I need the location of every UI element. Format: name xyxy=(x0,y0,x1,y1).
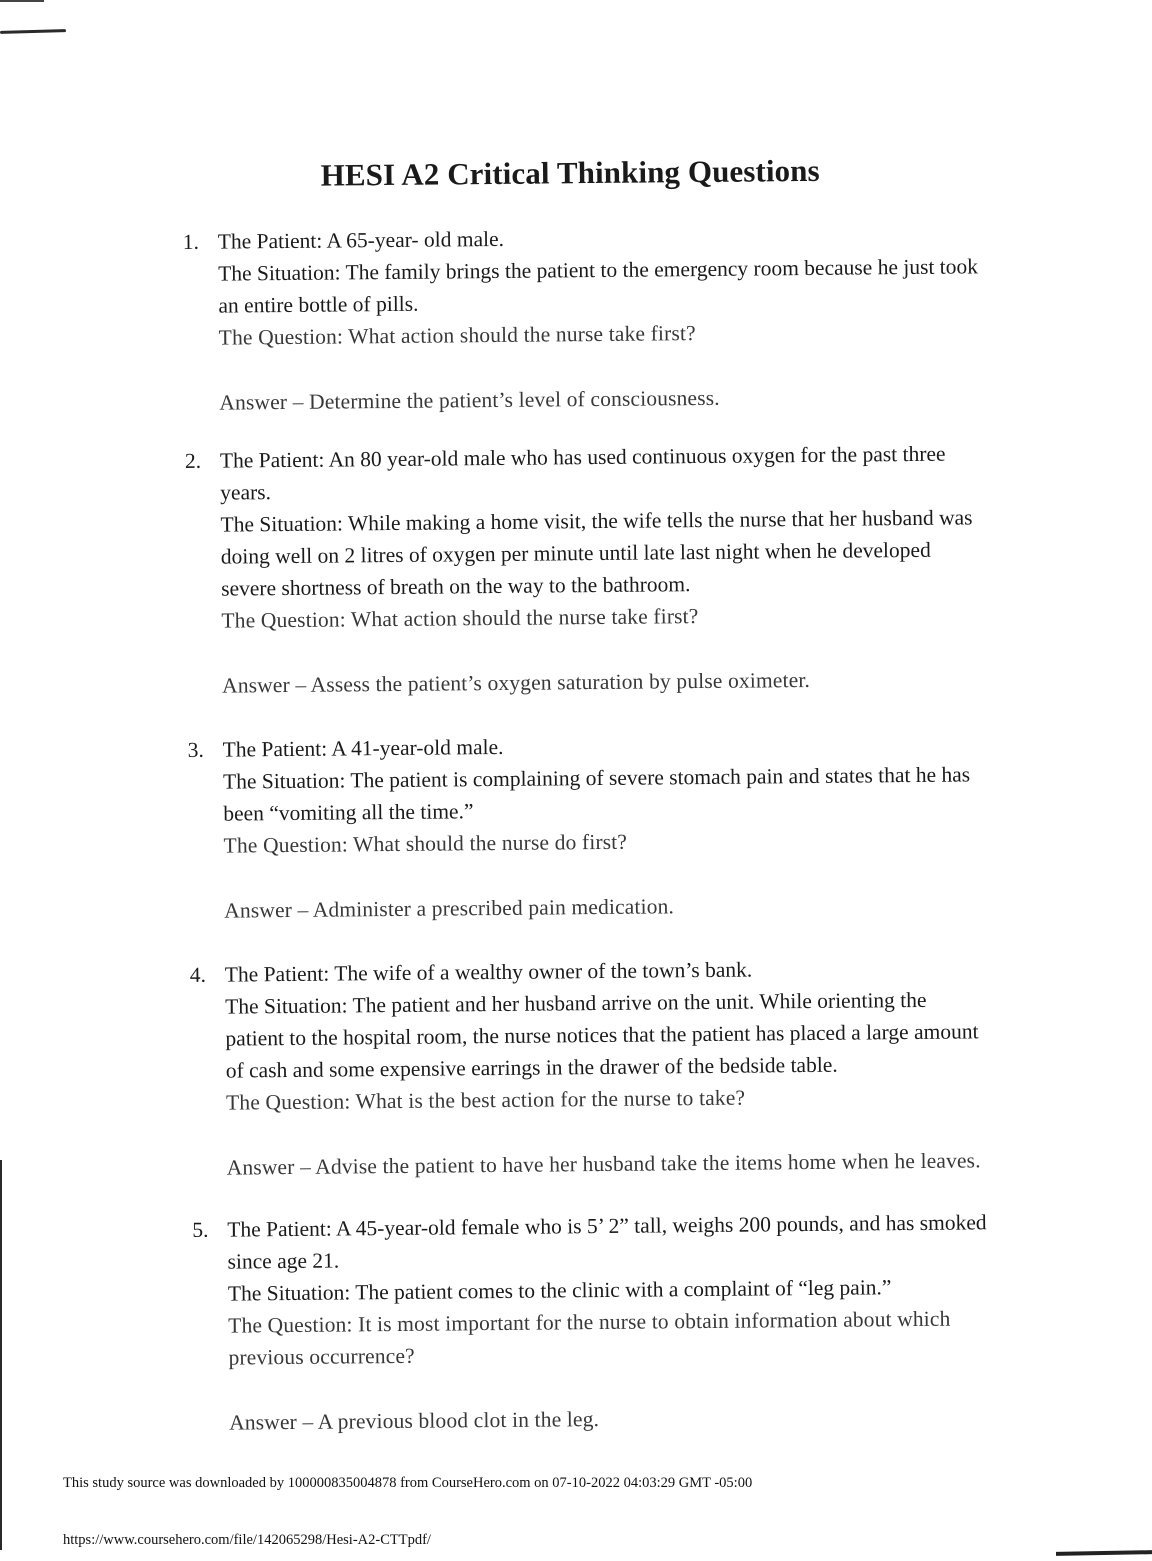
question-text: The Question: What is the best action for the nurse to take? xyxy=(225,1085,746,1115)
question-text: The Question: What should the nurse do first? xyxy=(223,829,628,858)
question-number: 5. xyxy=(192,1217,209,1242)
patient-text: The Patient: A 45-year-old female who is 5’ 2” tall, weighs 200 pounds, and has smoked since age 21. xyxy=(227,1210,987,1274)
question-text: The Question: What action should the nurse take first? xyxy=(218,321,696,350)
question-item-5 xyxy=(192,1206,994,1439)
question-number: 3. xyxy=(187,737,204,762)
question-number: 2. xyxy=(184,448,202,473)
situation-text: The Situation: The family brings the patient to the emergency room because he just took an entire bottle of pills. xyxy=(218,254,979,318)
scan-artifact-left-edge xyxy=(0,1160,2,1550)
situation-text: The Situation: While making a home visit, the wife tells the nurse that her husband was doing well on 2 litres of oxygen per minute until late last night when he developed severe shortness of breath on the way to the bathroom. xyxy=(220,505,973,601)
scan-artifact-top-edge xyxy=(0,0,44,2)
patient-text: The Patient: A 65-year- old male. xyxy=(217,226,505,254)
situation-text: The Situation: The patient and her husband arrive on the unit. While orienting the patient to the hospital room, the nurse notices that the patient has placed a large amount of cash and some expensive earrings in the drawer of the bedside table. xyxy=(225,987,979,1083)
question-list xyxy=(183,218,995,1439)
answer-text: Answer – Assess the patient’s oxygen saturation by pulse oximeter. xyxy=(221,667,811,698)
answer-text: Answer – A previous blood clot in the leg. xyxy=(229,1407,600,1435)
question-number: 1. xyxy=(182,229,200,254)
source-url: https://www.coursehero.com/file/142065298/Hesi-A2-CTTpdf/ xyxy=(63,1532,431,1548)
question-number: 4. xyxy=(189,962,207,987)
question-item-4 xyxy=(190,951,992,1184)
question-text: The Question: It is most important for the nurse to obtain information about which previous occurrence? xyxy=(228,1306,951,1370)
download-source-notice: This study source was downloaded by 100000835004878 from CourseHero.com on 07-10-2022 04:03:29 GMT -05:00 xyxy=(63,1475,753,1491)
situation-text: The Situation: The patient comes to the clinic with a complaint of “leg pain.” xyxy=(227,1275,892,1306)
answer-text: Answer – Advise the patient to have her husband take the items home when he leaves. xyxy=(226,1148,981,1180)
patient-text: The Patient: A 41-year-old male. xyxy=(222,734,504,762)
page-title: HESI A2 Critical Thinking Questions xyxy=(320,152,820,193)
question-text: The Question: What action should the nurse take first? xyxy=(221,604,699,633)
question-item-2 xyxy=(185,437,987,702)
question-item-3 xyxy=(188,726,990,927)
answer-text: Answer – Determine the patient’s level of consciousness. xyxy=(219,385,720,415)
question-item-1 xyxy=(183,218,985,419)
patient-text: The Patient: The wife of a wealthy owner of the town’s bank. xyxy=(224,957,753,987)
patient-text: The Patient: An 80 year-old male who has used continuous oxygen for the past three years. xyxy=(219,441,946,505)
situation-text: The Situation: The patient is complaining of severe stomach pain and states that he has been “vomiting all the time.” xyxy=(222,762,971,826)
answer-text: Answer – Administer a prescribed pain medication. xyxy=(224,894,675,923)
